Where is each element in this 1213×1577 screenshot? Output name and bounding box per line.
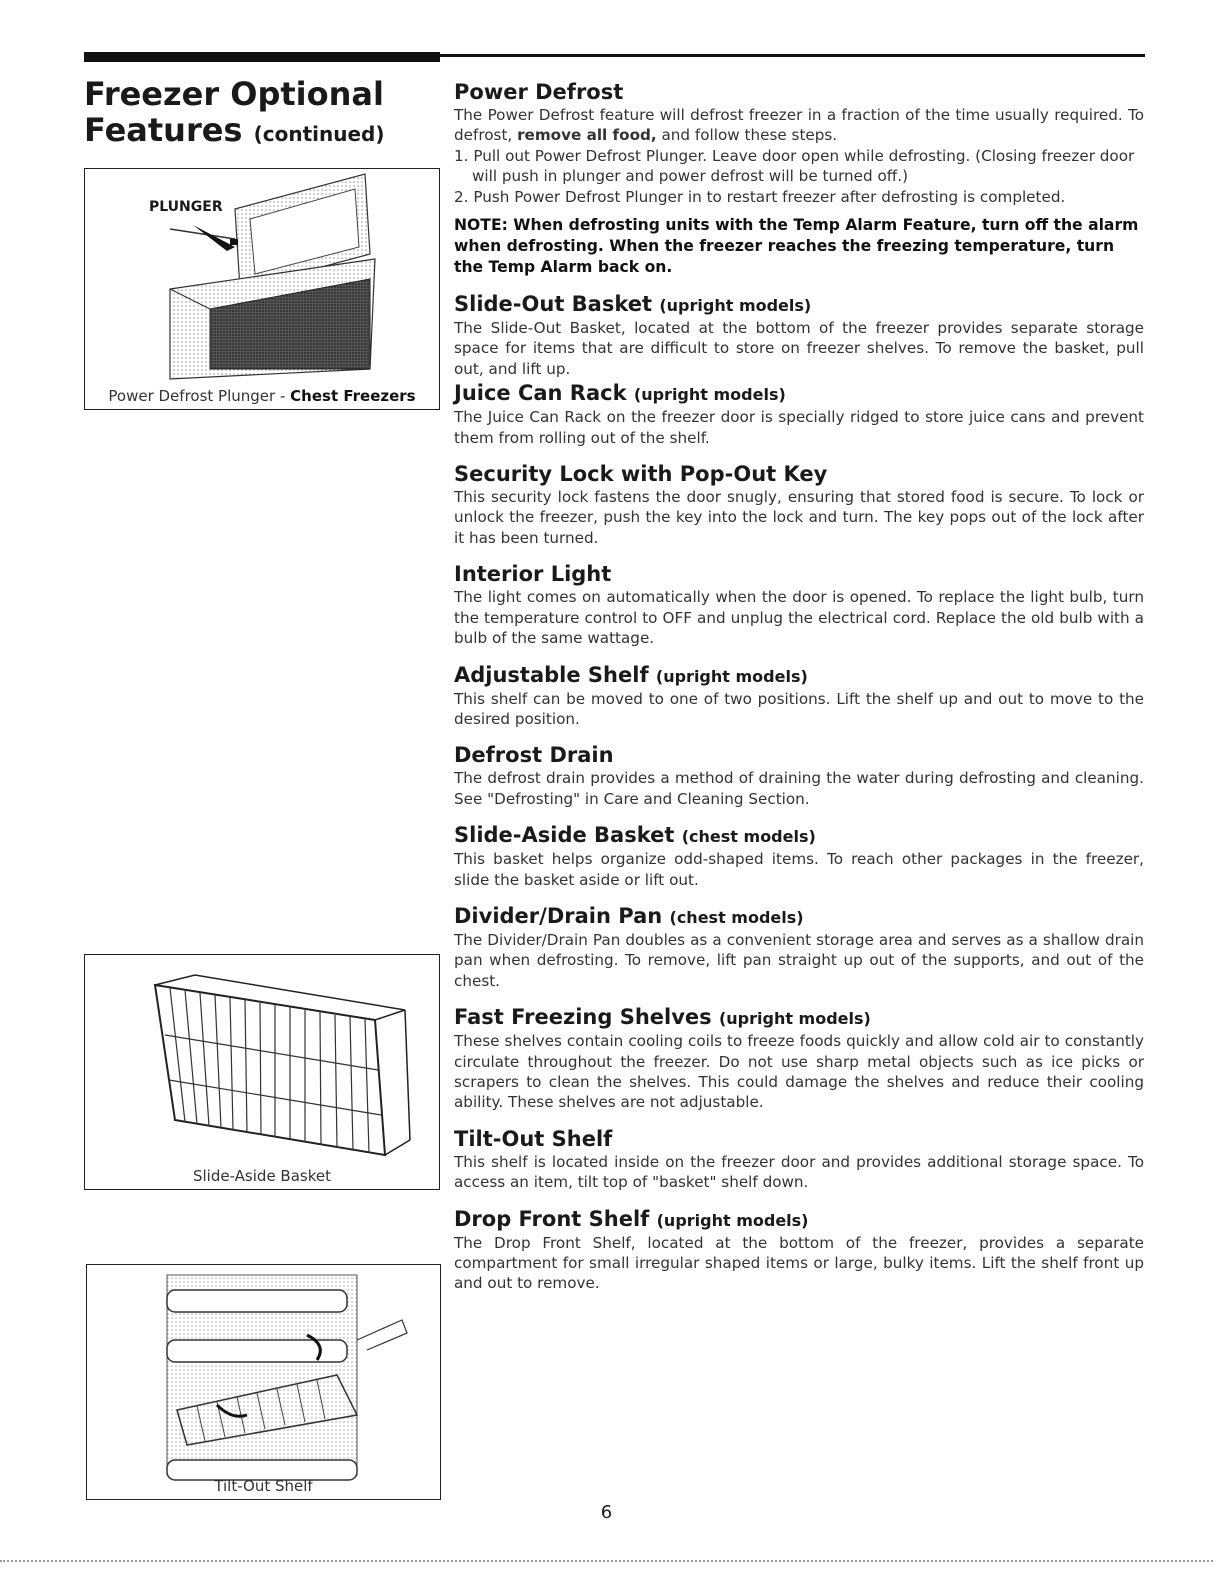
temp-alarm-note: NOTE: When defrosting units with the Temp Alarm Feature, turn off the alarm when defrosting. When the freezer reaches the freezing temperature, turn the Temp Alarm back on. bbox=[454, 216, 1139, 277]
section-drop-front-shelf bbox=[454, 1207, 1144, 1294]
light-title: Interior Light bbox=[454, 562, 612, 587]
content-column bbox=[454, 80, 1144, 1308]
basket-figure bbox=[84, 954, 440, 1190]
defrost-step-1: 1. Pull out Power Defrost Plunger. Leave door open while defrosting. (Closing freezer door will push in plunger and power defrost will be turned off.) bbox=[454, 146, 1135, 186]
plunger-label: PLUNGER bbox=[149, 199, 223, 215]
drain-text: The defrost drain provides a method of draining the water during defrosting and cleaning. See "Defrosting" in Care and Cleaning Section. bbox=[454, 769, 1144, 808]
slide-aside-sub: (chest models) bbox=[681, 827, 816, 847]
section-defrost-drain bbox=[454, 743, 1144, 809]
slide-aside-text: This basket helps organize odd-shaped items. To reach other packages in the freezer, slide the basket aside or lift out. bbox=[454, 850, 1144, 889]
tilt-title: Tilt-Out Shelf bbox=[454, 1126, 613, 1151]
page-number: 6 bbox=[600, 1502, 613, 1523]
plunger-caption-bold: Chest Freezers bbox=[290, 387, 416, 405]
drop-text: The Drop Front Shelf, located at the bottom of the freezer, provides a separate compartment for small irregular shaped items or large, bulky items. Lift the shelf front up and out to remove. bbox=[454, 1233, 1144, 1293]
power-defrost-intro bbox=[454, 105, 1144, 146]
header-rule-thin bbox=[440, 54, 1145, 57]
fast-title bbox=[454, 1005, 1144, 1031]
tilt-shelf-illustration bbox=[87, 1265, 442, 1501]
tilt-caption: Tilt-Out Shelf bbox=[214, 1477, 313, 1495]
fast-title-text: Fast Freezing Shelves bbox=[454, 1005, 712, 1030]
plunger-knob bbox=[230, 239, 238, 245]
title-line1: Freezer Optional bbox=[84, 75, 384, 113]
section-tilt-out-shelf bbox=[454, 1127, 1144, 1193]
adj-shelf-text: This shelf can be moved to one of two positions. Lift the shelf up and out to move to the desired position. bbox=[454, 689, 1144, 728]
defrost-step-2: 2. Push Power Defrost Plunger in to restart freezer after defrosting is completed. bbox=[454, 187, 1066, 206]
juice-title-text: Juice Can Rack bbox=[454, 381, 627, 406]
adj-shelf-sub: (upright models) bbox=[655, 666, 808, 686]
chest-freezer-illustration bbox=[85, 169, 441, 411]
divider-title bbox=[454, 904, 1144, 930]
slide-out-title-text: Slide-Out Basket bbox=[454, 292, 653, 317]
header-rule-thick bbox=[84, 52, 440, 62]
intro-text: The Power Defrost feature will defrost freezer in a fraction of the time usually required. To defrost, bbox=[454, 106, 1144, 145]
slide-out-title bbox=[454, 292, 1144, 318]
divider-sub: (chest models) bbox=[669, 907, 804, 927]
adj-shelf-title-text: Adjustable Shelf bbox=[454, 662, 649, 687]
basket-caption: Slide-Aside Basket bbox=[192, 1167, 331, 1185]
intro-end: and follow these steps. bbox=[656, 126, 838, 145]
juice-sub: (upright models) bbox=[633, 385, 786, 405]
drop-title-text: Drop Front Shelf bbox=[454, 1206, 650, 1231]
fast-sub: (upright models) bbox=[718, 1009, 871, 1029]
juice-text: The Juice Can Rack on the freezer door is specially ridged to store juice cans and prevent them from rolling out of the shelf. bbox=[454, 408, 1144, 447]
bottom-border bbox=[0, 1560, 1213, 1566]
drop-title bbox=[454, 1207, 1144, 1233]
juice-title bbox=[454, 381, 1144, 407]
section-adjustable-shelf bbox=[454, 663, 1144, 730]
section-power-defrost bbox=[454, 80, 1144, 278]
plunger-caption bbox=[85, 387, 439, 405]
divider-text: The Divider/Drain Pan doubles as a convenient storage area and serves as a shallow drain pan when defrosting. To remove, lift pan straight up out of the supports, and out of the chest. bbox=[454, 930, 1144, 990]
slide-out-sub: (upright models) bbox=[659, 296, 812, 316]
plunger-caption-text: Power Defrost Plunger - bbox=[108, 387, 291, 405]
light-text: The light comes on automatically when the door is opened. To replace the light bulb, turn the temperature control to OFF and unplug the electrical cord. Replace the old bulb with a bulb of the same wattage. bbox=[454, 588, 1144, 648]
section-interior-light bbox=[454, 562, 1144, 648]
title-line2: Features bbox=[84, 111, 243, 149]
plunger-figure bbox=[84, 168, 440, 410]
tilt-text: This shelf is located inside on the freezer door and provides additional storage space. To access an item, tilt top of "basket" shelf down. bbox=[454, 1152, 1144, 1192]
slide-aside-title-text: Slide-Aside Basket bbox=[454, 823, 675, 848]
drop-sub: (upright models) bbox=[656, 1210, 809, 1230]
section-divider-drain-pan bbox=[454, 904, 1144, 991]
title-suffix: (continued) bbox=[253, 122, 385, 146]
power-defrost-title: Power Defrost bbox=[454, 80, 624, 104]
hand-icon bbox=[357, 1320, 407, 1350]
slide-aside-title bbox=[454, 823, 1144, 849]
drain-title: Defrost Drain bbox=[454, 743, 614, 768]
fast-text: These shelves contain cooling coils to freeze foods quickly and allow cold air to constantly circulate throughout the freezer. Do not use sharp metal objects such as ice picks or scrapers to clean the shelves. This could damage the shelves and reduce their cooling ability. These shelves are not adjustable. bbox=[454, 1032, 1144, 1112]
divider-title-text: Divider/Drain Pan bbox=[454, 903, 663, 928]
tilt-shelf-figure bbox=[86, 1264, 441, 1500]
adj-shelf-title bbox=[454, 663, 1144, 689]
intro-bold: remove all food, bbox=[517, 126, 657, 145]
section-slide-out-basket bbox=[454, 292, 1144, 379]
defrost-steps bbox=[454, 146, 1144, 207]
slide-out-text: The Slide-Out Basket, located at the bottom of the freezer provides separate storage space for items that are difficult to store on freezer shelves. To remove the basket, pull out, and lift up. bbox=[454, 319, 1144, 378]
section-juice-can-rack bbox=[454, 381, 1144, 448]
lock-text: This security lock fastens the door snugly, ensuring that stored food is secure. To lock or unlock the freezer, push the key into the lock and turn. The key pops out of the lock after it has been turned. bbox=[454, 488, 1144, 547]
wire-basket-illustration bbox=[85, 955, 441, 1191]
section-security-lock bbox=[454, 462, 1144, 548]
lock-title: Security Lock with Pop-Out Key bbox=[454, 462, 828, 487]
section-slide-aside-basket bbox=[454, 823, 1144, 890]
page-title bbox=[84, 76, 385, 152]
section-fast-freezing bbox=[454, 1005, 1144, 1113]
